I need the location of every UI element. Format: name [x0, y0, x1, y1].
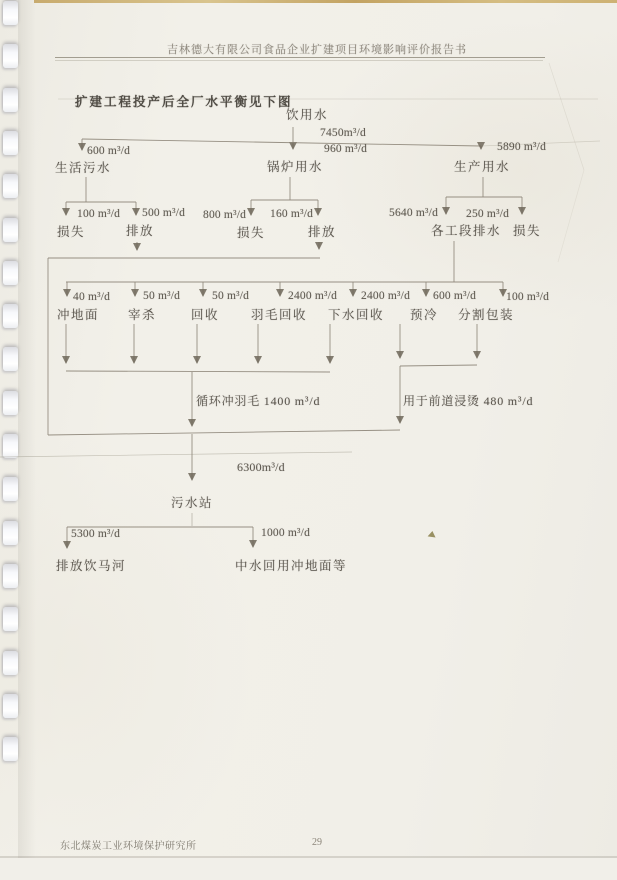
node-boiler-water: 锅炉用水	[267, 160, 324, 174]
value-slaughter: 50 m³/d	[143, 290, 181, 302]
node-recovery: 回收	[191, 308, 220, 322]
value-drinking-water-total: 7450m³/d	[320, 127, 366, 139]
node-reclaimed-water-reuse: 中水回用冲地面等	[235, 559, 348, 573]
value-to-station: 6300m³/d	[237, 460, 285, 474]
node-production-loss: 损失	[513, 224, 542, 238]
node-drinking-water: 饮用水	[286, 108, 329, 122]
node-section-drainage: 各工段排水	[431, 224, 502, 238]
value-feather-recovery: 2400 m³/d	[288, 290, 338, 302]
figure-caption: 扩建工程投产后全厂水平衡见下图	[75, 95, 293, 109]
node-boiler-loss: 损失	[237, 226, 266, 240]
value-boiler-discharge: 160 m³/d	[270, 208, 314, 220]
value-domestic-in: 600 m³/d	[87, 145, 131, 157]
value-precooling: 600 m³/d	[433, 290, 477, 302]
node-domestic-sewage: 生活污水	[55, 161, 112, 175]
value-production-loss: 250 m³/d	[466, 208, 510, 220]
value-river-discharge: 5300 m³/d	[71, 528, 121, 540]
node-domestic-loss: 损失	[57, 225, 86, 239]
value-boiler-loss: 800 m³/d	[203, 209, 247, 221]
node-sewage-station: 污水站	[171, 496, 214, 510]
value-recovery: 50 m³/d	[212, 290, 250, 302]
value-production-in: 5890 m³/d	[497, 141, 547, 153]
paper-bottom-margin	[0, 858, 617, 880]
value-section-drainage: 5640 m³/d	[389, 207, 439, 219]
footer-organization: 东北煤炭工业环境保护研究所	[60, 841, 197, 852]
report-header-title: 吉林德大有限公司食品企业扩建项目环境影响评价报告书	[167, 44, 467, 56]
node-feather-recovery: 羽毛回收	[251, 308, 308, 322]
label-recycle-feather-flush: 循环冲羽毛 1400 m³/d	[196, 394, 321, 408]
node-production-water: 生产用水	[454, 160, 511, 174]
scan-speck	[428, 530, 437, 537]
value-reclaimed-reuse: 1000 m³/d	[261, 527, 311, 539]
node-boiler-discharge: 排放	[308, 225, 337, 239]
node-precooling: 预冷	[410, 308, 439, 322]
node-discharge-yinma-river: 排放饮马河	[56, 559, 127, 573]
node-cutting-packing: 分割包装	[458, 308, 515, 322]
value-offal-recovery: 2400 m³/d	[361, 290, 411, 302]
node-slaughter: 宰杀	[128, 308, 157, 322]
value-domestic-loss: 100 m³/d	[77, 208, 121, 220]
label-reuse-scalding: 用于前道浸烫 480 m³/d	[403, 394, 534, 408]
value-floor-washing: 40 m³/d	[73, 291, 111, 303]
value-boiler-in: 960 m³/d	[324, 143, 368, 155]
node-domestic-discharge: 排放	[126, 224, 155, 238]
value-domestic-discharge: 500 m³/d	[142, 207, 186, 219]
node-offal-recovery: 下水回收	[328, 308, 385, 322]
node-floor-washing: 冲地面	[57, 308, 100, 322]
page-number: 29	[312, 837, 322, 848]
value-cutting-packing: 100 m³/d	[506, 291, 550, 303]
